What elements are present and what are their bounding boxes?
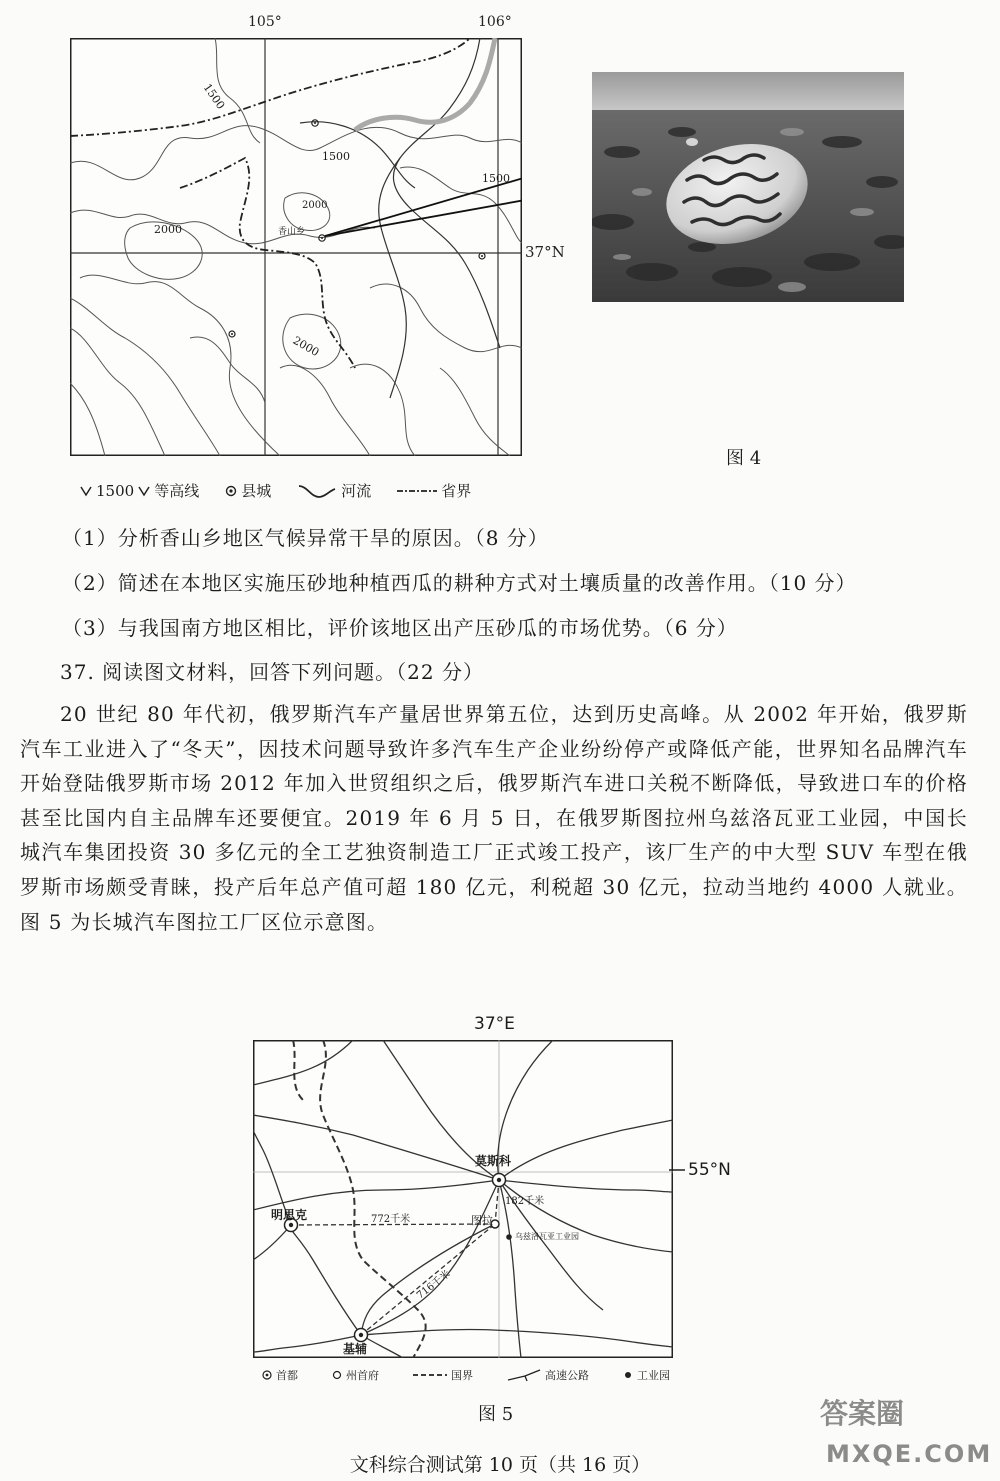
figure4-caption: 图 4: [726, 448, 762, 469]
highway-icon: [507, 1368, 541, 1382]
question-36-3: （3）与我国南方地区相比，评价该地区出产压砂瓜的市场优势。（6 分）: [62, 616, 738, 640]
latitude-tick: [669, 1169, 685, 1171]
contour-symbol-icon: [138, 485, 150, 497]
longitude-label-106: 106°: [478, 14, 512, 30]
distance-minsk-tula: 772千米: [371, 1214, 411, 1225]
figure4-legend: [80, 480, 471, 501]
industrial-park-icon: [623, 1370, 633, 1380]
legend-capital: 首都: [276, 1369, 298, 1382]
question-37-title: 37. 阅读图文材料，回答下列问题。（22 分）: [60, 660, 484, 684]
legend-contour-text: 等高线: [154, 482, 200, 500]
city-tula: 图拉: [471, 1214, 493, 1227]
province-border-icon: [397, 488, 437, 494]
distance-kiev-tula: 716千米: [414, 1268, 453, 1302]
contour-map-figure: [70, 38, 522, 456]
city-minsk: 明思克: [271, 1208, 308, 1222]
question-37-material: [20, 697, 968, 939]
question-36-2: （2）简述在本地区实施压砂地种植西瓜的耕种方式对土壤质量的改善作用。（10 分）: [62, 571, 857, 595]
state-capital-icon: [332, 1370, 342, 1380]
longitude-label-37e: 37°E: [474, 1014, 515, 1034]
contour-label: 1500: [200, 81, 228, 112]
city-kiev: 基辅: [343, 1342, 368, 1356]
latitude-label-55n: 55°N: [688, 1160, 731, 1180]
capital-icon: [262, 1370, 272, 1380]
river-symbol-icon: [297, 483, 337, 499]
watermark-logo: 答案圈: [820, 1397, 905, 1430]
latitude-label-37n: 37°N: [525, 243, 565, 261]
longitude-label-105: 105°: [248, 14, 282, 30]
page-footer: 文科综合测试第 10 页（共 16 页）: [349, 1454, 651, 1476]
contour-label: 1500: [322, 150, 350, 163]
figure5-caption: 图 5: [478, 1404, 514, 1425]
legend-county: 县城: [241, 482, 272, 500]
industrial-park-label: 乌兹洛瓦亚工业园: [515, 1232, 579, 1241]
county-town-icon: [225, 485, 237, 497]
town-label: 香山乡: [278, 227, 306, 237]
watermelon-photo: [592, 72, 904, 302]
watermark-url: MXQE.COM: [826, 1440, 993, 1468]
legend-river: 河流: [341, 482, 372, 500]
question-36-1: （1）分析香山乡地区气候异常干旱的原因。（8 分）: [62, 526, 549, 550]
tula-location-map: [253, 1040, 673, 1358]
contour-label: 1500: [482, 172, 510, 185]
legend-border: 国界: [451, 1369, 473, 1382]
legend-industrial-park: 工业园: [637, 1369, 670, 1382]
legend-contour-value: 1500: [96, 481, 135, 500]
national-border-icon: [413, 1372, 447, 1378]
city-moscow: 莫斯科: [475, 1154, 512, 1168]
contour-symbol-icon: [80, 485, 92, 497]
contour-label: 2000: [302, 200, 328, 211]
contour-label: 2000: [290, 333, 322, 360]
distance-moscow-tula: 182千米: [505, 1196, 545, 1207]
legend-highway: 高速公路: [545, 1369, 589, 1382]
contour-label: 2000: [154, 223, 182, 236]
legend-state-capital: 州首府: [346, 1369, 379, 1382]
legend-border: 省界: [441, 482, 472, 500]
material-paragraph: 20 世纪 80 年代初，俄罗斯汽车产量居世界第五位，达到历史高峰。从 2002 年开始，俄罗斯汽车工业进入了“冬天”，因技术问题导致许多汽车生产企业纷纷停产或降低产能，世界知名品牌汽车开始登陆俄罗斯市场 2012 年加入世贸组织之后，俄罗斯汽车进口关税不断降低，导致进口车的价格甚至比国内自主品牌车还要便宜。2019 年 6 月 5 日，在俄罗斯图拉州乌兹洛瓦亚工业园，中国长城汽车集团投资 30 多亿元的全工艺独资制造工厂正式竣工投产，该厂生产的中大型 SUV 车型在俄罗斯市场颇受青睐，投产后年总产值可超 180 亿元，利税超 30 亿元，拉动当地约 4000 人就业。图 5 为长城汽车图拉工厂区位示意图。: [20, 702, 968, 934]
figure5-legend: [262, 1367, 670, 1383]
